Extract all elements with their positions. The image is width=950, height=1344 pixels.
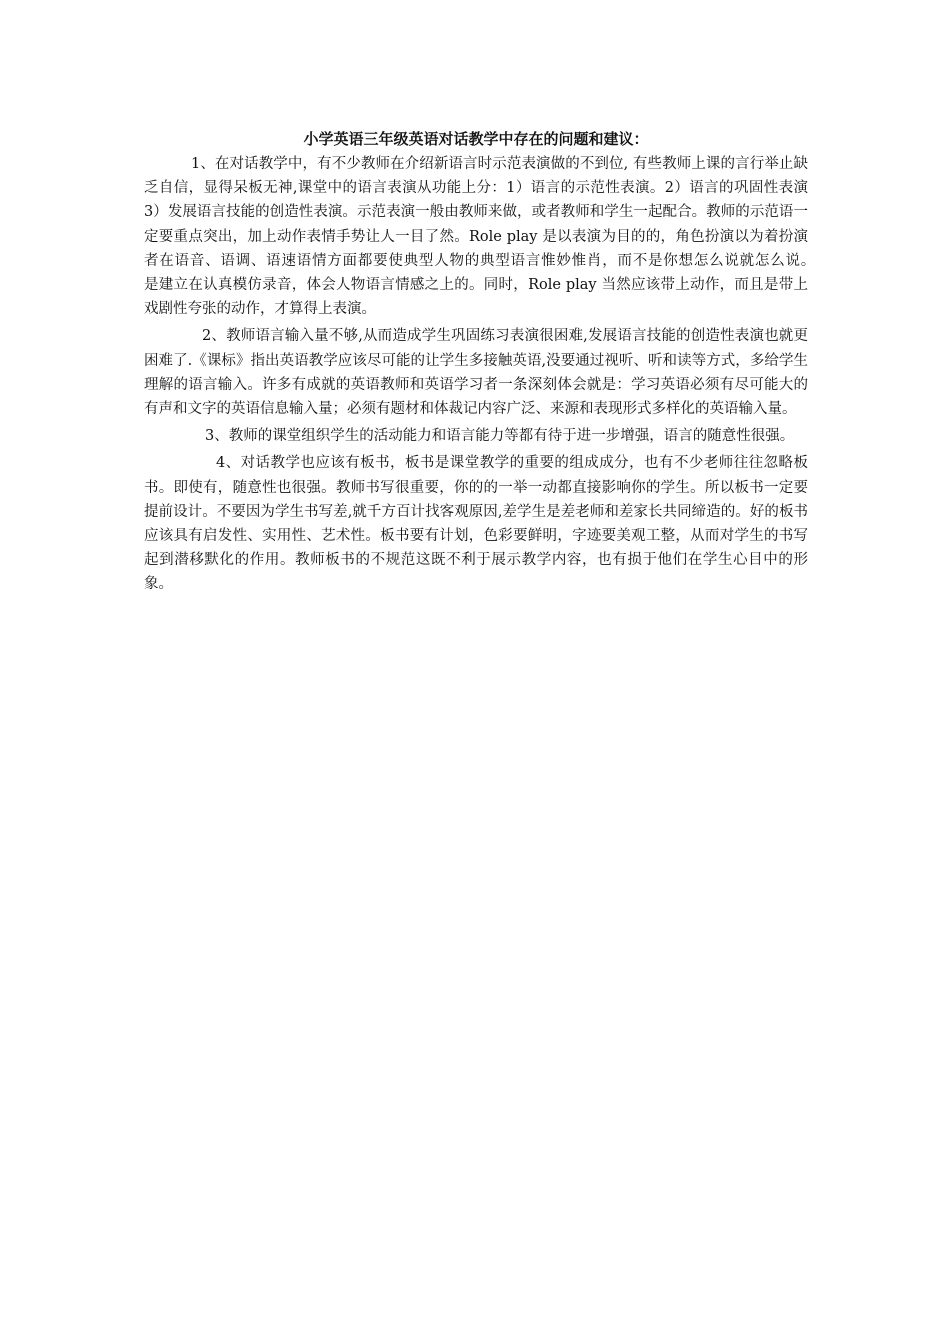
paragraph-4: 4、对话教学也应该有板书，板书是课堂教学的重要的组成成分，也有不少老师往往忽略板书。即使有，随意性也很强。教师书写很重要，你的的一举一动都直接影响你的学生。所以板书一定要提前设计。不要因为学生书写差,就千方百计找客观原因,差学生是差老师和差家长共同缔造的。好的板书应该具有启发性、实用性、艺术性。板书要有计划，色彩要鲜明，字迹要美观工整，从而对学生的书写起到潜移默化的作用。教师板书的不规范这既不利于展示教学内容，也有损于他们在学生心目中的形象。 <box>144 455 808 593</box>
paragraph-2: 2、教师语言输入量不够,从而造成学生巩固练习表演很困难,发展语言技能的创造性表演也就更困难了.《课标》指出英语教学应该尽可能的让学生多接触英语,没要通过视听、听和读等方式，多给学生理解的语言输入。许多有成就的英语教师和英语学习者一条深刻体会就是：学习英语必须有尽可能大的有声和文字的英语信息输入量；必须有题材和体裁记内容广泛、来源和表现形式多样化的英语输入量。 <box>144 328 808 418</box>
paragraph-3: 3、教师的课堂组织学生的活动能力和语言能力等都有待于进一步增强，语言的随意性很强。 <box>205 428 795 445</box>
document-page <box>144 128 837 600</box>
paragraph-1: 1、在对话教学中，有不少教师在介绍新语言时示范表演做的不到位, 有些教师上课的言行举止缺乏自信，显得呆板无神,课堂中的语言表演从功能上分：1）语言的示范性表演。2）语言的巩固性表演 3）发展语言技能的创造性表演。示范表演一般由教师来做，或者教师和学生一起配合。教师的示范语一定要重点突出，加上动作表情手势让人一目了然。Role play 是以表演为目的的，角色扮演以为着扮演者在语音、语调、语速语情方面都要使典型人物的典型语言惟妙惟肖，而不是你想怎么说就怎么说。 是建立在认真模仿录音，体会人物语言情感之上的。同时，Role play 当然应该带上动作，而且是带上戏剧性夸张的动作，才算得上表演。 <box>144 156 837 318</box>
document-title: 小学英语三年级英语对话教学中存在的问题和建议： <box>303 130 649 148</box>
